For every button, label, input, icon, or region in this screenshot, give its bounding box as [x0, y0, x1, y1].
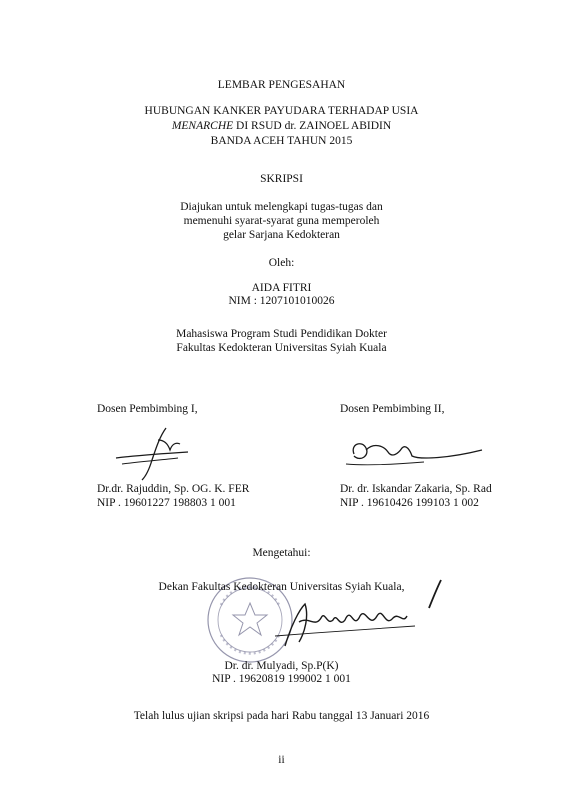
supervisor-2-role: Dosen Pembimbing II, [340, 403, 445, 415]
purpose-line-3: gelar Sarjana Kedokteran [223, 229, 340, 241]
supervisor-1-name: Dr.dr. Rajuddin, Sp. OG. K. FER [97, 483, 250, 495]
title-italic-term: MENARCHE [171, 120, 234, 132]
dean-signature [265, 576, 455, 656]
supervisor-1-nip: NIP . 19601227 198803 1 001 [97, 497, 236, 509]
program-line-1: Mahasiswa Program Studi Pendidikan Dokter [176, 328, 387, 340]
page-heading: LEMBAR PENGESAHAN [217, 79, 346, 91]
by-label: Oleh: [268, 257, 295, 269]
dean-name: Dr. dr. Mulyadi, Sp.P(K) [224, 660, 339, 672]
author-name: AIDA FITRI [251, 282, 312, 294]
supervisor-1-signature [112, 422, 192, 482]
purpose-line-1: Diajukan untuk melengkapi tugas-tugas dan [180, 201, 383, 213]
supervisor-2-signature [340, 432, 490, 472]
author-nim: NIM : 1207101010026 [228, 295, 335, 307]
title-line-3: BANDA ACEH TAHUN 2015 [210, 135, 353, 147]
dean-role: Dekan Fakultas Kedokteran Universitas Syiah Kuala, [158, 581, 405, 593]
program-line-2: Fakultas Kedokteran Universitas Syiah Kuala [176, 342, 387, 354]
acknowledged-label: Mengetahui: [252, 547, 311, 559]
supervisor-2-nip: NIP . 19610426 199103 1 002 [340, 497, 479, 509]
exam-passed-note: Telah lulus ujian skripsi pada hari Rabu tanggal 13 Januari 2016 [133, 710, 430, 722]
document-type: SKRIPSI [260, 173, 303, 185]
purpose-line-2: memenuhi syarat-syarat guna memperoleh [183, 215, 380, 227]
supervisor-2-name: Dr. dr. Iskandar Zakaria, Sp. Rad [340, 483, 492, 495]
title-line-1: HUBUNGAN KANKER PAYUDARA TERHADAP USIA [144, 105, 419, 117]
dean-nip: NIP . 19620819 199002 1 001 [212, 673, 351, 685]
title-line-2-rest: DI RSUD dr. ZAINOEL ABIDIN [233, 120, 392, 132]
supervisor-1-role: Dosen Pembimbing I, [97, 403, 198, 415]
title-line-2 [0, 119, 563, 133]
page-number: ii [278, 754, 285, 766]
